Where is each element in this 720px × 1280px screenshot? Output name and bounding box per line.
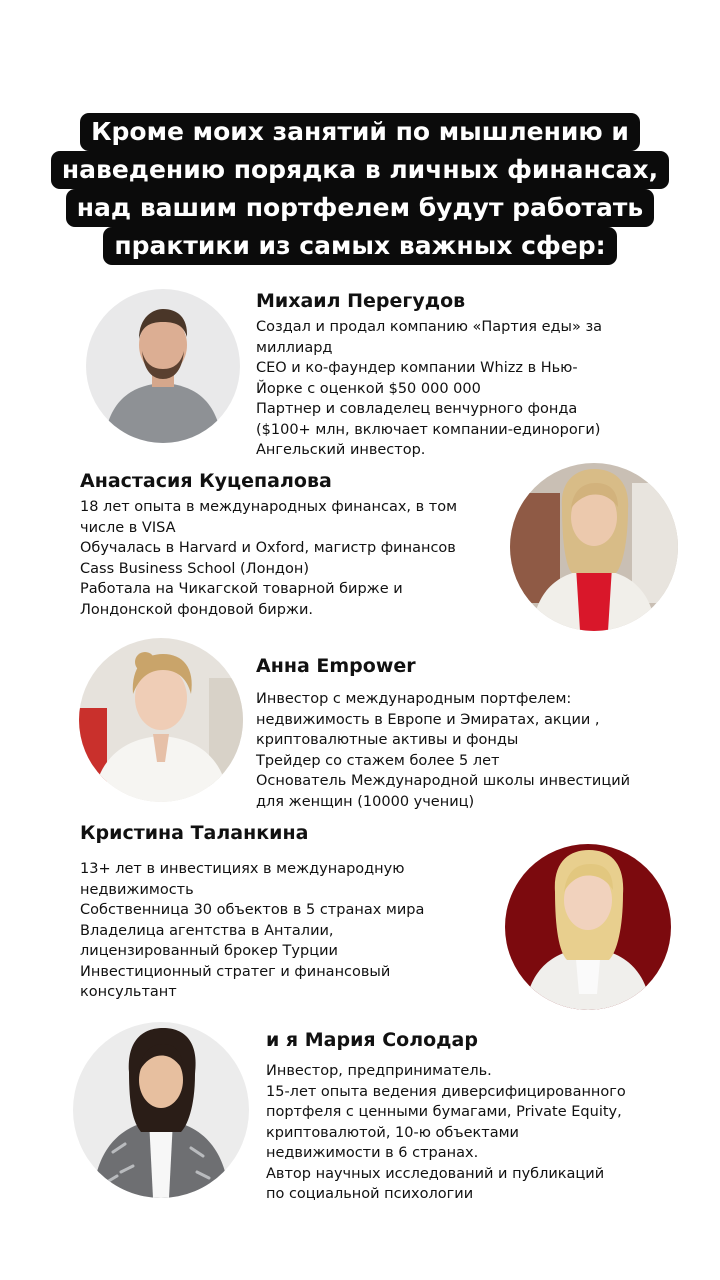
person-bio bbox=[266, 1061, 626, 1205]
person-name: Кристина Таланкина bbox=[80, 822, 309, 844]
bio-line: 13+ лет в инвестициях в международную bbox=[80, 861, 405, 877]
headline-line-4: практики из самых важных сфер: bbox=[103, 227, 616, 265]
bio-line: Cass Business School (Лондон) bbox=[80, 560, 309, 577]
avatar-kutsepalova bbox=[510, 463, 678, 631]
bio-line: Ангельский инвестор. bbox=[256, 442, 426, 458]
headline-line-1: Кроме моих занятий по мышлению и bbox=[80, 113, 640, 151]
bio-line: Инвестор, предприниматель. bbox=[266, 1063, 492, 1079]
bio-line: Лондонской фондовой биржи. bbox=[80, 601, 314, 618]
person-name: Анастасия Куцепалова bbox=[80, 470, 332, 492]
avatar-peregudov bbox=[86, 289, 240, 443]
bio-line: 15-лет опыта ведения диверсифицированного bbox=[266, 1083, 626, 1100]
bio-line: криптовалютой, 10-ю объектами bbox=[266, 1124, 519, 1141]
bio-line: Основатель Международной школы инвестиций bbox=[256, 773, 631, 789]
bio-line: числе в VISA bbox=[80, 519, 176, 536]
bio-line: криптовалютные активы и фонды bbox=[256, 732, 519, 748]
bio-line: Работала на Чикагской товарной бирже и bbox=[80, 581, 403, 597]
bio-line: Партнер и совладелец венчурного фонда bbox=[256, 401, 578, 417]
bio-line: Создал и продал компанию «Партия еды» за bbox=[256, 319, 603, 335]
bio-line: Автор научных исследований и публикаций bbox=[266, 1165, 605, 1182]
bio-line: Инвестор с международным портфелем: bbox=[256, 691, 572, 707]
headline bbox=[0, 113, 720, 265]
headline-line-3: над вашим портфелем будут работать bbox=[66, 189, 654, 227]
bio-line: ($100+ млн, включает компании-единороги) bbox=[256, 421, 601, 438]
bio-line: лицензированный брокер Турции bbox=[80, 943, 338, 959]
bio-line: консультант bbox=[80, 984, 177, 1000]
person-bio bbox=[80, 497, 457, 620]
headline-line-2: наведению порядка в личных финансах, bbox=[51, 151, 669, 189]
bio-line: миллиард bbox=[256, 339, 333, 356]
bio-line: портфеля с ценными бумагами, Private Equity, bbox=[266, 1104, 622, 1120]
bio-line: для женщин (10000 учениц) bbox=[256, 793, 475, 810]
avatar-talankina bbox=[505, 844, 671, 1010]
avatar-empower bbox=[79, 638, 243, 802]
bio-line: Владелица агентства в Анталии, bbox=[80, 922, 334, 939]
bio-line: Йорке с оценкой $50 000 000 bbox=[256, 380, 481, 397]
bio-line: Трейдер со стажем более 5 лет bbox=[256, 752, 500, 769]
person-bio bbox=[256, 317, 602, 461]
bio-line: CEO и ко-фаундер компании Whizz в Нью- bbox=[256, 360, 578, 376]
bio-line: Инвестиционный стратег и финансовый bbox=[80, 963, 391, 980]
bio-line: недвижимости в 6 странах. bbox=[266, 1145, 479, 1161]
bio-line: по социальной психологии bbox=[266, 1186, 474, 1202]
bio-line: Обучалась в Harvard и Oxford, магистр финансов bbox=[80, 540, 456, 556]
person-name: и я Мария Солодар bbox=[266, 1029, 478, 1051]
bio-line: Собственница 30 объектов в 5 странах мира bbox=[80, 902, 425, 918]
person-bio bbox=[80, 859, 424, 1003]
bio-line: недвижимость bbox=[80, 881, 194, 898]
avatar-solodar bbox=[73, 1022, 249, 1198]
person-name: Анна Empower bbox=[256, 655, 416, 677]
person-name: Михаил Перегудов bbox=[256, 290, 466, 312]
bio-line: 18 лет опыта в международных финансах, в том bbox=[80, 499, 458, 515]
bio-line: недвижимость в Европе и Эмиратах, акции , bbox=[256, 711, 600, 728]
person-bio bbox=[256, 689, 630, 812]
